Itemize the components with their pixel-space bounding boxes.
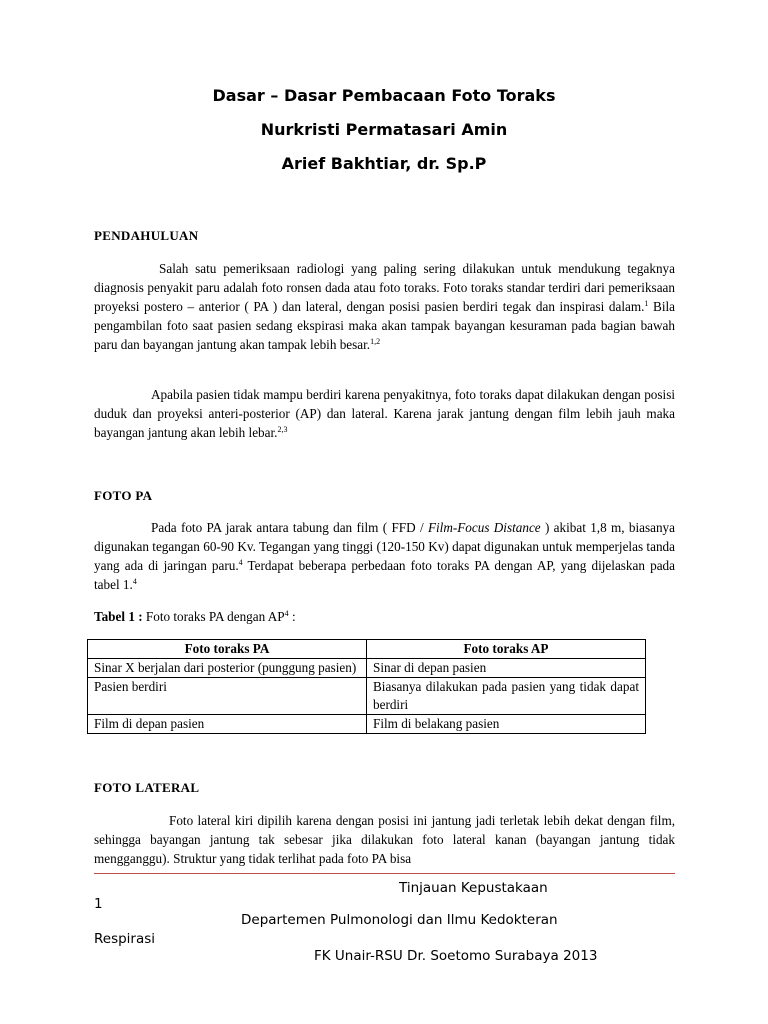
ref-superscript: 4 [284, 609, 289, 618]
pendahuluan-1-text: Salah satu pemeriksaan radiologi yang paling sering dilakukan untuk mendukung tegaknya diagnosis penyakit paru adalah foto ronsen dada atau foto toraks. Foto toraks standar terdiri dari pemeriksaan proyeksi postero – anterior ( PA ) dan lateral, dengan posisi pasien berdiri tegak dan inspirasi dalam. [94, 261, 675, 314]
table-cell: Sinar X berjalan dari posterior (punggung pasien) [88, 659, 367, 678]
heading-pendahuluan: PENDAHULUAN [94, 228, 199, 243]
footer-page-number: 1 [94, 896, 103, 912]
table-caption-end: : [288, 609, 296, 624]
footer-institution: FK Unair-RSU Dr. Soetomo Surabaya 2013 [314, 948, 598, 964]
table-row [88, 715, 646, 734]
table-caption-text: Foto toraks PA dengan AP [142, 609, 285, 624]
table-cell: Film di belakang pasien [367, 715, 646, 734]
table-caption-label: Tabel 1 : [94, 609, 143, 624]
foto-pa-text-c: Terdapat beberapa perbedaan foto toraks PA dengan AP, yang dijelaskan pada tabel 1. [94, 558, 675, 592]
author-primary: Nurkristi Permatasari Amin [260, 120, 508, 139]
paragraph-pendahuluan-1 [94, 259, 675, 354]
table-cell: Biasanya dilakukan pada pasien yang tidak dapat berdiri [367, 678, 646, 715]
paragraph-foto-pa [94, 518, 675, 594]
table-header-cell: Foto toraks PA [88, 640, 367, 659]
comparison-table [87, 639, 646, 734]
table-row [88, 678, 646, 715]
table-cell: Sinar di depan pasien [367, 659, 646, 678]
ref-superscript: 4 [132, 577, 137, 586]
ref-superscript: 1 [644, 299, 649, 308]
table-row [88, 659, 646, 678]
document-title: Dasar – Dasar Pembacaan Foto Toraks [212, 86, 556, 105]
ref-superscript: 1,2 [370, 337, 381, 346]
table-cell: Pasien berdiri [88, 678, 367, 715]
paragraph-pendahuluan-2 [94, 385, 675, 442]
heading-foto-lateral: FOTO LATERAL [94, 780, 200, 795]
ref-superscript: 4 [238, 558, 243, 567]
pendahuluan-2-text: Apabila pasien tidak mampu berdiri karena penyakitnya, foto toraks dapat dilakukan dengan posisi duduk dan proyeksi anteri-posterior (AP) dan lateral. Karena jarak jantung dengan film lebih jauh maka bayangan jantung akan lebih lebar. [94, 387, 675, 440]
ref-superscript: 2,3 [277, 425, 288, 434]
foto-lateral-text: Foto lateral kiri dipilih karena dengan posisi ini jantung jadi terletak lebih dekat dengan film, sehingga bayangan jantung tak sebesar jika dilakukan foto lateral kanan (bayangan jantung tidak mengganggu). Struktur yang tidak terlihat pada foto PA bisa [94, 813, 675, 866]
pendahuluan-1-cont: Bila pengambilan foto saat pasien sedang ekspirasi maka akan tampak bayangan kesuraman pada bagian bawah paru dan bayangan jantung akan tampak lebih besar. [94, 299, 675, 352]
title-block [0, 86, 768, 188]
table-header-cell: Foto toraks AP [367, 640, 646, 659]
footer-department: Departemen Pulmonologi dan Ilmu Kedokteran [241, 912, 558, 928]
table-cell: Film di depan pasien [88, 715, 367, 734]
footer-department-cont: Respirasi [94, 931, 156, 947]
foto-pa-italic-term: Film-Focus Distance [427, 520, 541, 535]
footer-divider [94, 873, 675, 874]
heading-foto-pa: FOTO PA [94, 488, 153, 503]
footer-doc-type: Tinjauan Kepustakaan [399, 880, 548, 896]
foto-pa-text-b: ) akibat 1,8 m, biasanya digunakan tegangan 60-90 Kv. Tegangan yang tinggi (120-150 Kv) dapat digunakan untuk memperjelas tanda yang ada di jaringan paru. [94, 520, 675, 573]
author-secondary: Arief Bakhtiar, dr. Sp.P [281, 154, 487, 173]
table-header-row [88, 640, 646, 659]
table-caption [94, 609, 296, 625]
foto-pa-text-a: Pada foto PA jarak antara tabung dan film ( FFD / [151, 520, 428, 535]
paragraph-foto-lateral [94, 811, 675, 868]
